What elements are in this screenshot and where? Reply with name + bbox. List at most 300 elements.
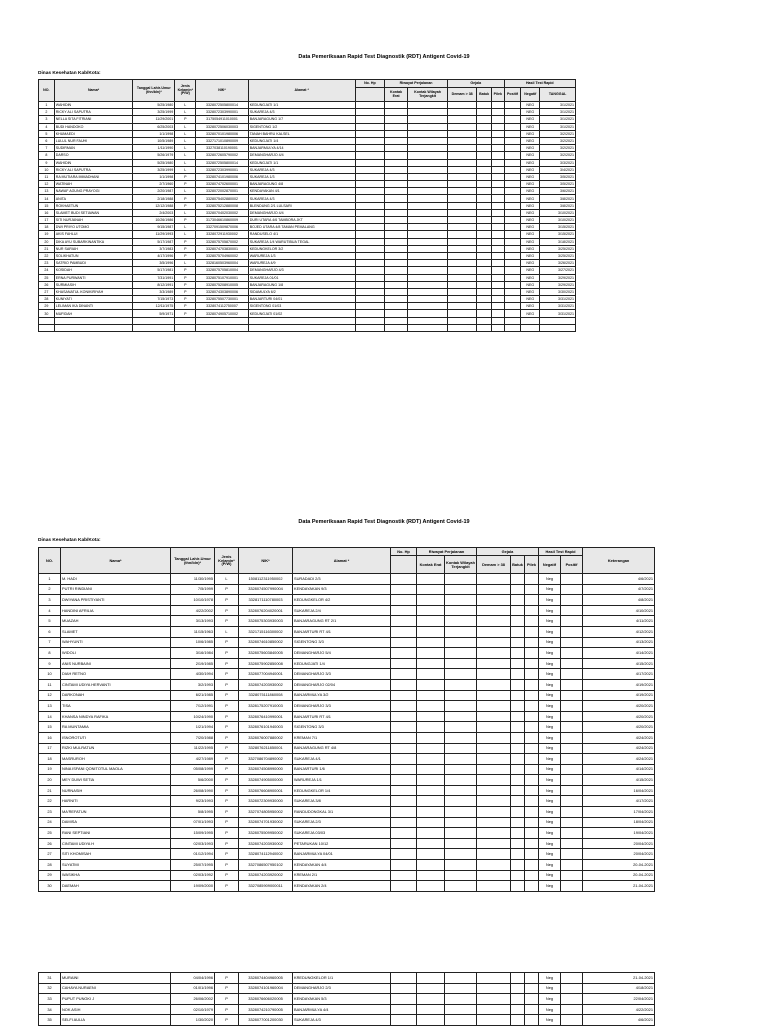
row-jenis-kelamin: L: [175, 209, 196, 216]
row-pilek: [492, 195, 505, 202]
row-positif: [504, 231, 521, 238]
row-alamat: SURADADI 2/3: [293, 574, 391, 585]
row-no: 21: [39, 785, 61, 796]
row-nik: 3328075303930003: [239, 616, 293, 627]
table-row: [39, 637, 655, 648]
row-pilek: [492, 288, 505, 295]
row-tanggal: 3/18/2021: [540, 238, 576, 245]
row-no-hp: [391, 796, 417, 807]
row-no-hp: [355, 310, 384, 317]
row-demam: [477, 881, 511, 892]
row-pilek: [492, 188, 505, 195]
table-row: [39, 173, 576, 180]
table-row: [39, 658, 655, 669]
row-jenis-kelamin: P: [215, 690, 239, 701]
table-row: [39, 195, 576, 202]
row-no: 30: [39, 310, 55, 317]
row-no-hp: [391, 983, 417, 994]
row-positif: [504, 267, 521, 274]
doc3-table: [38, 972, 655, 1026]
row-positif: [561, 616, 583, 627]
row-kontak-wilayah: [408, 324, 448, 331]
row-kontak-wilayah: [445, 743, 477, 754]
row-batuk: [477, 324, 492, 331]
row-jenis-kelamin: L: [175, 123, 196, 130]
row-alamat: TANAH BAHRU KALSEL: [248, 130, 355, 137]
row-nama: SELFI AULIA: [61, 1015, 171, 1026]
row-jenis-kelamin: P: [215, 764, 239, 775]
row-nama: DIKA AYU SUBARKINANTIKA: [54, 238, 133, 245]
table-row: [39, 310, 576, 317]
row-no-hp: [391, 690, 417, 701]
row-batuk: [477, 130, 492, 137]
row-positif: [504, 152, 521, 159]
row-nik: 3328074905000000: [239, 775, 293, 786]
row-nama: MUFIDAH: [54, 310, 133, 317]
row-demam: [477, 701, 511, 712]
row-negatif: NEG: [521, 267, 540, 274]
row-batuk: [477, 288, 492, 295]
row-alamat: DEMANGHARJO 4/4: [248, 152, 355, 159]
row-kontak-wilayah: [445, 828, 477, 839]
row-pilek: [492, 102, 505, 109]
row-no-hp: [355, 288, 384, 295]
row-jenis-kelamin: P: [215, 616, 239, 627]
row-batuk: [477, 102, 492, 109]
header-positif: Positif: [504, 88, 521, 102]
row-no-hp: [391, 881, 417, 892]
row-tgl-lahir: 4/17/1996: [133, 252, 175, 259]
row-negatif: Neg: [539, 973, 561, 984]
row-tgl-lahir: 02/03/1992: [171, 870, 215, 881]
row-batuk: [477, 296, 492, 303]
row-no: 1: [39, 102, 55, 109]
row-alamat: KEDUNGJATI 1/4: [293, 658, 391, 669]
row-kontak-wilayah: [445, 711, 477, 722]
row-demam: [447, 281, 476, 288]
row-keterangan: 18/04/2021: [583, 817, 655, 828]
row-tgl-lahir: 1/21/1994: [171, 722, 215, 733]
row-tgl-lahir: 3/25/1999: [133, 166, 175, 173]
row-positif: [561, 838, 583, 849]
table-row: [39, 722, 655, 733]
row-nik: 3321715116300002: [239, 626, 293, 637]
row-nik: 3328074702600001: [196, 181, 248, 188]
row-no: 15: [39, 202, 55, 209]
row-batuk: [511, 881, 525, 892]
row-kontak-erat: [417, 722, 445, 733]
row-kontak-erat: [417, 574, 445, 585]
table-row: [39, 303, 576, 310]
row-kontak-wilayah: [408, 267, 448, 274]
row-jenis-kelamin: P: [215, 973, 239, 984]
row-kontak-wilayah: [445, 785, 477, 796]
row-jenis-kelamin: P: [175, 296, 196, 303]
row-jenis-kelamin: P: [215, 584, 239, 595]
row-nama: MASRUROH: [61, 754, 171, 765]
row-nama: WAHIDIN: [54, 102, 133, 109]
row-batuk: [477, 195, 492, 202]
row-negatif: NEG: [521, 109, 540, 116]
header-demam: Demam > 38: [447, 88, 476, 102]
row-demam: [477, 754, 511, 765]
row-demam: [477, 1004, 511, 1015]
row-batuk: [511, 711, 525, 722]
row-kontak-wilayah: [445, 775, 477, 786]
row-nama: ISNOROTUTI: [61, 732, 171, 743]
row-kontak-wilayah: [445, 754, 477, 765]
row-nama: ANITA: [54, 195, 133, 202]
row-alamat: BANJARAGUNG 4/8: [248, 181, 355, 188]
row-demam: [447, 252, 476, 259]
row-kontak-erat: [385, 137, 408, 144]
row-nama: SUDIRMAN: [54, 145, 133, 152]
row-keterangan: 16/04/2021: [583, 785, 655, 796]
table-row: [39, 584, 655, 595]
row-nama: NELLA SITA FITRIANI: [54, 116, 133, 123]
row-alamat: BANJARMULYA 3/2: [293, 690, 391, 701]
row-kontak-wilayah: [445, 994, 477, 1005]
row-jenis-kelamin: P: [215, 637, 239, 648]
table-row: [39, 202, 576, 209]
row-nik: 3328074703830001: [196, 245, 248, 252]
row-demam: [477, 775, 511, 786]
row-no-hp: [391, 679, 417, 690]
row-kontak-erat: [385, 303, 408, 310]
row-tanggal: 3/1/2021: [540, 102, 576, 109]
row-no-hp: [391, 605, 417, 616]
row-jenis-kelamin: L: [175, 231, 196, 238]
row-alamat: BANJARAGUNG 1/7: [248, 116, 355, 123]
row-nik: 3327038110190001: [196, 145, 248, 152]
row-jenis-kelamin: P: [175, 288, 196, 295]
row-kontak-erat: [417, 881, 445, 892]
row-positif: [504, 137, 521, 144]
row-batuk: [477, 217, 492, 224]
row-nama: SLAMET BUDI SETIAWAN: [54, 209, 133, 216]
row-tanggal: 3/4/2021: [540, 166, 576, 173]
row-demam: [447, 130, 476, 137]
row-alamat: DEMANGHARJO 4/4: [248, 209, 355, 216]
row-no: 18: [39, 754, 61, 765]
row-batuk: [511, 807, 525, 818]
header-jenis-kelamin: Jenis Kelamin* (P/W): [175, 80, 196, 102]
row-demam: [447, 188, 476, 195]
row-alamat: KREMAN 2/1: [293, 870, 391, 881]
row-negatif: NEG: [521, 245, 540, 252]
row-nama: WAHYUNTI: [61, 637, 171, 648]
row-batuk: [511, 626, 525, 637]
row-pilek: [525, 648, 539, 659]
row-positif: [561, 743, 583, 754]
row-tgl-lahir: 02/03/1993: [171, 838, 215, 849]
row-nama: SOLIKHATUN: [54, 252, 133, 259]
row-pilek: [492, 202, 505, 209]
row-no-hp: [391, 648, 417, 659]
row-kontak-erat: [417, 785, 445, 796]
row-nama: MURAINI: [61, 973, 171, 984]
row-no-hp: [391, 584, 417, 595]
row-negatif: Neg: [539, 626, 561, 637]
header-batuk: Batuk: [477, 88, 492, 102]
row-negatif: Neg: [539, 1015, 561, 1026]
row-negatif: NEG: [521, 145, 540, 152]
row-no: 15: [39, 722, 61, 733]
row-pilek: [525, 658, 539, 669]
doc1-org-label: Dinas Kesehatan Kab/Kota:: [38, 71, 101, 76]
row-demam: [477, 743, 511, 754]
row-jenis-kelamin: [175, 324, 196, 331]
row-keterangan: 4/19/2021: [583, 679, 655, 690]
row-keterangan: 4/20/2021: [583, 722, 655, 733]
row-positif: [504, 166, 521, 173]
row-nama: HARNITI: [61, 796, 171, 807]
row-nama: NINA ISFANI QONITOTUL MAOLA: [61, 764, 171, 775]
row-no: 21: [39, 245, 55, 252]
row-pilek: [525, 849, 539, 860]
row-batuk: [477, 260, 492, 267]
row-alamat: SUKAREJA 2/3: [293, 817, 391, 828]
row-no-hp: [391, 595, 417, 606]
row-pilek: [492, 238, 505, 245]
row-negatif: NEG: [521, 130, 540, 137]
row-negatif: NEG: [521, 173, 540, 180]
table-row: [39, 281, 576, 288]
row-no-hp: [391, 994, 417, 1005]
row-demam: [477, 796, 511, 807]
row-pilek: [492, 152, 505, 159]
row-tgl-lahir: 5/25/1980: [133, 159, 175, 166]
row-negatif: [521, 324, 540, 331]
row-demam: [447, 224, 476, 231]
row-alamat: KEDUNGKELOR 4/2: [293, 595, 391, 606]
row-nama: PUTRI RINDIANI: [61, 584, 171, 595]
row-kontak-wilayah: [445, 764, 477, 775]
row-tanggal: 3/5/2021: [540, 173, 576, 180]
table-row: [39, 324, 576, 331]
row-kontak-erat: [385, 130, 408, 137]
row-alamat: SUKAREJA 3/8: [293, 796, 391, 807]
row-no-hp: [391, 1004, 417, 1015]
row-no-hp: [391, 754, 417, 765]
row-jenis-kelamin: P: [175, 217, 196, 224]
row-demam: [447, 116, 476, 123]
row-nik: 3328076211850001: [239, 743, 293, 754]
row-tanggal: 3/29/2021: [540, 274, 576, 281]
row-kontak-erat: [385, 217, 408, 224]
row-negatif: Neg: [539, 648, 561, 659]
row-kontak-erat: [385, 260, 408, 267]
header-nama: Nama*: [54, 80, 133, 102]
row-negatif: Neg: [539, 796, 561, 807]
table-row: [39, 983, 655, 994]
row-alamat: KEDUNGJATI 1/1: [248, 159, 355, 166]
row-kontak-wilayah: [408, 188, 448, 195]
row-batuk: [477, 116, 492, 123]
row-jenis-kelamin: P: [215, 1015, 239, 1026]
row-kontak-wilayah: [408, 281, 448, 288]
row-tgl-lahir: 5/17/1981: [133, 267, 175, 274]
row-pilek: [525, 711, 539, 722]
table-row: [39, 785, 655, 796]
row-negatif: Neg: [539, 754, 561, 765]
row-pilek: [525, 860, 539, 871]
row-negatif: Neg: [539, 775, 561, 786]
row-demam: [477, 994, 511, 1005]
row-tanggal: 3/5/2021: [540, 181, 576, 188]
row-kontak-wilayah: [408, 288, 448, 295]
row-nik: 3328076204020001: [239, 605, 293, 616]
row-pilek: [492, 260, 505, 267]
row-nik: [196, 317, 248, 324]
row-pilek: [492, 181, 505, 188]
row-positif: [561, 732, 583, 743]
row-no-hp: [355, 209, 384, 216]
row-no-hp: [355, 109, 384, 116]
row-negatif: NEG: [521, 159, 540, 166]
row-pilek: [525, 754, 539, 765]
row-nik: 3328072303990001: [196, 166, 248, 173]
row-positif: [561, 595, 583, 606]
row-tgl-lahir: [133, 317, 175, 324]
row-pilek: [525, 828, 539, 839]
row-batuk: [477, 181, 492, 188]
row-kontak-erat: [385, 252, 408, 259]
row-nama: RICKY ALI SAPUTRA: [54, 166, 133, 173]
row-pilek: [492, 109, 505, 116]
table-row: [39, 260, 576, 267]
row-pilek: [525, 1004, 539, 1015]
table-row: [39, 595, 655, 606]
row-kontak-erat: [417, 626, 445, 637]
row-batuk: [477, 252, 492, 259]
row-nik: 3328074112940002: [239, 849, 293, 860]
row-tgl-lahir: 11/29/1993: [133, 231, 175, 238]
row-batuk: [477, 109, 492, 116]
table-row: [39, 238, 576, 245]
table-row: [39, 648, 655, 659]
row-tanggal: 3/2/2021: [540, 130, 576, 137]
row-nik: 3328074203930002: [239, 679, 293, 690]
row-nama: CAHAYA NURAENI: [61, 983, 171, 994]
row-nama: KHASANATUL KONIKIRIYAH: [54, 288, 133, 295]
row-kontak-wilayah: [408, 317, 448, 324]
row-kontak-wilayah: [408, 231, 448, 238]
row-no: 26: [39, 281, 55, 288]
row-tgl-lahir: 26/06/2002: [171, 994, 215, 1005]
row-batuk: [477, 281, 492, 288]
row-keterangan: 4/17/2021: [583, 669, 655, 680]
row-pilek: [525, 637, 539, 648]
header-negatif: Negatif: [539, 556, 561, 574]
row-tgl-lahir: 7/20/1988: [171, 732, 215, 743]
row-alamat: DURI UTARA 4/6 TAMBORA JKT: [248, 217, 355, 224]
row-pilek: [525, 994, 539, 1005]
row-no-hp: [391, 669, 417, 680]
row-alamat: SUKAREJA 4/3: [248, 166, 355, 173]
row-kontak-erat: [417, 754, 445, 765]
row-negatif: NEG: [521, 209, 540, 216]
row-nama: KHUMAEDI: [54, 130, 133, 137]
row-alamat: SIGENTONG 3/3: [293, 637, 391, 648]
row-no: 26: [39, 838, 61, 849]
row-keterangan: 4/17/2021: [583, 796, 655, 807]
row-positif: [561, 764, 583, 775]
row-alamat: WARUREJA 1/3: [248, 252, 355, 259]
row-demam: [477, 679, 511, 690]
row-demam: [447, 109, 476, 116]
table-row: [39, 130, 576, 137]
row-tgl-lahir: 01/12/1994: [171, 849, 215, 860]
header-demam: Demam > 38: [477, 556, 511, 574]
row-jenis-kelamin: P: [215, 595, 239, 606]
row-negatif: Neg: [539, 658, 561, 669]
row-demam: [447, 324, 476, 331]
row-alamat: SUKAREJA 1/4 WARUTIBUA TEGAL: [248, 238, 355, 245]
row-keterangan: 4/10/2021: [583, 605, 655, 616]
row-kontak-erat: [385, 102, 408, 109]
row-jenis-kelamin: P: [175, 274, 196, 281]
row-jenis-kelamin: L: [175, 260, 196, 267]
row-keterangan: 4/14/2021: [583, 764, 655, 775]
row-tgl-lahir: 3/7/1983: [133, 245, 175, 252]
row-kontak-erat: [417, 828, 445, 839]
row-kontak-erat: [417, 994, 445, 1005]
row-tgl-lahir: 3/3/1989: [133, 288, 175, 295]
row-pilek: [492, 217, 505, 224]
row-positif: [504, 209, 521, 216]
table-row: [39, 807, 655, 818]
row-demam: [447, 288, 476, 295]
row-kontak-wilayah: [408, 145, 448, 152]
row-positif: [561, 817, 583, 828]
row-pilek: [492, 296, 505, 303]
row-tgl-lahir: 25/07/1995: [171, 860, 215, 871]
row-jenis-kelamin: P: [215, 658, 239, 669]
row-positif: [504, 145, 521, 152]
row-no-hp: [355, 173, 384, 180]
row-kontak-erat: [385, 202, 408, 209]
row-nama: MUAZAH: [61, 616, 171, 627]
row-negatif: NEG: [521, 281, 540, 288]
row-nik: 3327074805950002: [239, 807, 293, 818]
row-tgl-lahir: 11/22/1995: [171, 743, 215, 754]
row-negatif: NEG: [521, 195, 540, 202]
row-pilek: [492, 116, 505, 123]
header-alamat: Alamat *: [293, 548, 391, 574]
row-kontak-wilayah: [408, 296, 448, 303]
row-negatif: NEG: [521, 231, 540, 238]
row-demam: [477, 983, 511, 994]
row-kontak-erat: [385, 116, 408, 123]
header-no: NO.: [39, 548, 61, 574]
row-no: 30: [39, 881, 61, 892]
row-nama: WIDOLI: [61, 648, 171, 659]
header-kontak-wilayah: Kontak Wilayah Terjangkit: [445, 556, 477, 574]
table-row: [39, 188, 576, 195]
row-kontak-erat: [385, 152, 408, 159]
row-kontak-erat: [417, 605, 445, 616]
row-alamat: KEDUNGJATI 1/4: [248, 137, 355, 144]
row-batuk: [511, 796, 525, 807]
row-pilek: [525, 785, 539, 796]
row-negatif: Neg: [539, 838, 561, 849]
row-jenis-kelamin: P: [215, 701, 239, 712]
row-demam: [477, 574, 511, 585]
row-nama: ROKHAETUN: [54, 202, 133, 209]
row-kontak-erat: [385, 109, 408, 116]
row-kontak-erat: [385, 310, 408, 317]
